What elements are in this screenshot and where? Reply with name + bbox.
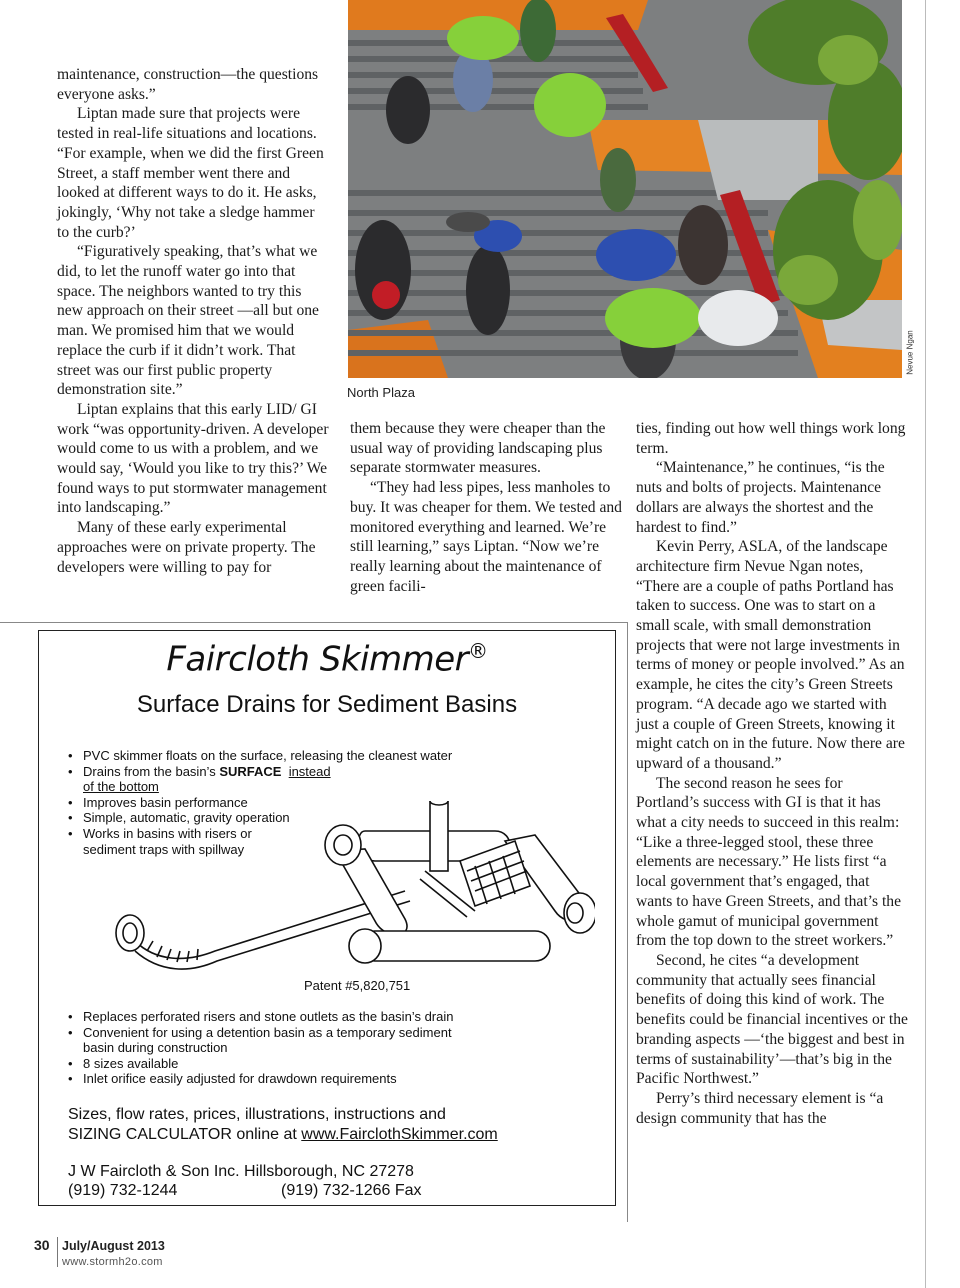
folio-divider — [57, 1237, 58, 1267]
faircloth-skimmer-ad — [38, 630, 616, 1206]
article-column-3 — [636, 419, 908, 1128]
ad-company-address: J W Faircloth & Son Inc. Hillsborough, NC 27278 — [68, 1163, 414, 1180]
website-link[interactable]: www.FairclothSkimmer.com — [301, 1126, 498, 1143]
skimmer-illustration — [75, 801, 595, 1001]
paragraph: maintenance, construction—the questions everyone asks.” — [57, 66, 319, 103]
paragraph: Liptan made sure that projects were tested in real-life situations and locations. “For example, when we did the first Green Street, a staff member went there and looked at different ways to do it. He asks, jokingly, ‘Why not take a sledge hammer to the curb?’ — [57, 105, 324, 241]
list-item — [68, 1025, 498, 1056]
issue-date: July/August 2013 — [62, 1239, 165, 1253]
article-column-2 — [350, 419, 625, 596]
list-item — [68, 748, 498, 764]
list-item-text: Works in basins with risers or — [83, 825, 252, 841]
sizes-line: SIZING CALCULATOR online at — [68, 1126, 302, 1143]
paragraph: Second, he cites “a development community that actually sees financial benefits of doing this kind of work. The benefits could be financial incentives or the branding aspects —‘the biggest and best in terms of sustainability’—that’s big in the Pacific Northwest.” — [636, 951, 908, 1088]
sizes-line: Sizes, flow rates, prices, illustrations, instructions and — [68, 1106, 446, 1123]
patent-number: Patent #5,820,751 — [304, 978, 411, 993]
paragraph: “Figuratively speaking, that’s what we did, to let the runoff water go into that space. The neighbors wanted to try this new approach on their street —all but one man. We promised him that we would replace the curb if it didn’t work. That street was our first public property demonstration site.” — [57, 243, 319, 399]
paragraph: “Maintenance,” he continues, “is the nuts and bolts of projects. Maintenance dollars are always the shortest and the hardest to find.” — [636, 459, 885, 536]
list-item-text: Inlet orifice easily adjusted for drawdown requirements — [83, 1071, 397, 1087]
ad-divider-top — [0, 622, 628, 623]
paragraph: Many of these early experimental approaches were on private property. The developers were willing to pay for — [57, 519, 316, 576]
list-item-text: Replaces perforated risers and stone outlets as the basin’s drain — [83, 1009, 454, 1024]
paragraph: Kevin Perry, ASLA, of the landscape architecture firm Nevue Ngan notes, “There are a couple of paths Portland has taken to success. One was to start on a small scale, with small demonstration projects that were not large investments in terms of money or people involved.” As an example, he cites the city’s Green Streets program. “A decade ago we started with just a couple of Green Streets, knowing it might catch on in the future. Now there are upward of a thousand.” — [636, 538, 905, 772]
list-item-text: Simple, automatic, gravity operation — [83, 810, 290, 826]
photo-credit-text: Nevue Ngan — [905, 330, 915, 375]
north-plaza-photo — [348, 0, 902, 378]
paragraph: “They had less pipes, less manholes to buy. It was cheaper for them. We tested and monitored everything and learned. We’re still learning,” says Liptan. “Now we’re really learning about the maintenance of green facili- — [350, 479, 622, 595]
ad-title-text: Faircloth Skimmer — [166, 639, 469, 680]
list-item-text: Convenient for using a detention basin as a temporary sediment — [83, 1024, 452, 1040]
list-item-text: basin during construction — [83, 1040, 228, 1056]
list-item-text: sediment traps with spillway — [83, 841, 245, 857]
ad-feature-list-2 — [68, 1009, 498, 1087]
paragraph: ties, finding out how well things work long term. — [636, 420, 906, 457]
article-column-1 — [57, 65, 329, 577]
registered-mark: ® — [468, 639, 488, 663]
ad-phone: (919) 732-1244 — [68, 1182, 178, 1199]
list-item-text: PVC skimmer floats on the surface, releasing the cleanest water — [83, 748, 453, 763]
page-edge-line — [925, 0, 926, 1288]
paragraph: The second reason he sees for Portland’s success with GI is that it has what a city needs to succeed in this realm: “Like a three-legged stool, these three elements are necessary.” He lists first “a local government that’s engaged, that wants to have Green Streets, and that’s the whole gamut of municipal government from the top down to the street workers.” — [636, 774, 902, 950]
list-item-text: 8 sizes available — [83, 1055, 179, 1071]
ad-divider-right — [627, 622, 628, 1222]
ad-subtitle: Surface Drains for Sediment Basins — [136, 691, 518, 718]
surface-emphasis: SURFACE — [219, 763, 282, 779]
list-item — [68, 764, 498, 795]
paragraph: Liptan explains that this early LID/ GI work “was opportunity-driven. A developer would come to us with a problem, and we would say, ‘Would you like to try this?’ We found ways to put stormwater management into landscaping.” — [57, 400, 329, 517]
magazine-url: www.stormh2o.com — [62, 1256, 163, 1268]
list-item — [68, 1009, 498, 1025]
instead-emphasis: instead — [288, 763, 331, 779]
ad-fax: (919) 732-1266 Fax — [281, 1182, 422, 1199]
photo-caption: North Plaza — [347, 385, 415, 400]
ad-title — [39, 639, 615, 679]
bottom-emphasis: of the bottom — [83, 779, 159, 795]
list-item-text: Drains from the basin’s — [83, 763, 220, 779]
list-item — [68, 1071, 498, 1087]
list-item — [68, 1056, 498, 1072]
page-number: 30 — [34, 1237, 50, 1253]
ad-sizes-info — [68, 1105, 498, 1145]
photo-credit — [906, 330, 918, 380]
list-item-text: Improves basin performance — [83, 794, 248, 810]
paragraph: Perry’s third necessary element is “a design community that has the — [636, 1089, 884, 1127]
paragraph: them because they were cheaper than the usual way of providing landscaping plus separate stormwater measures. — [350, 420, 606, 477]
